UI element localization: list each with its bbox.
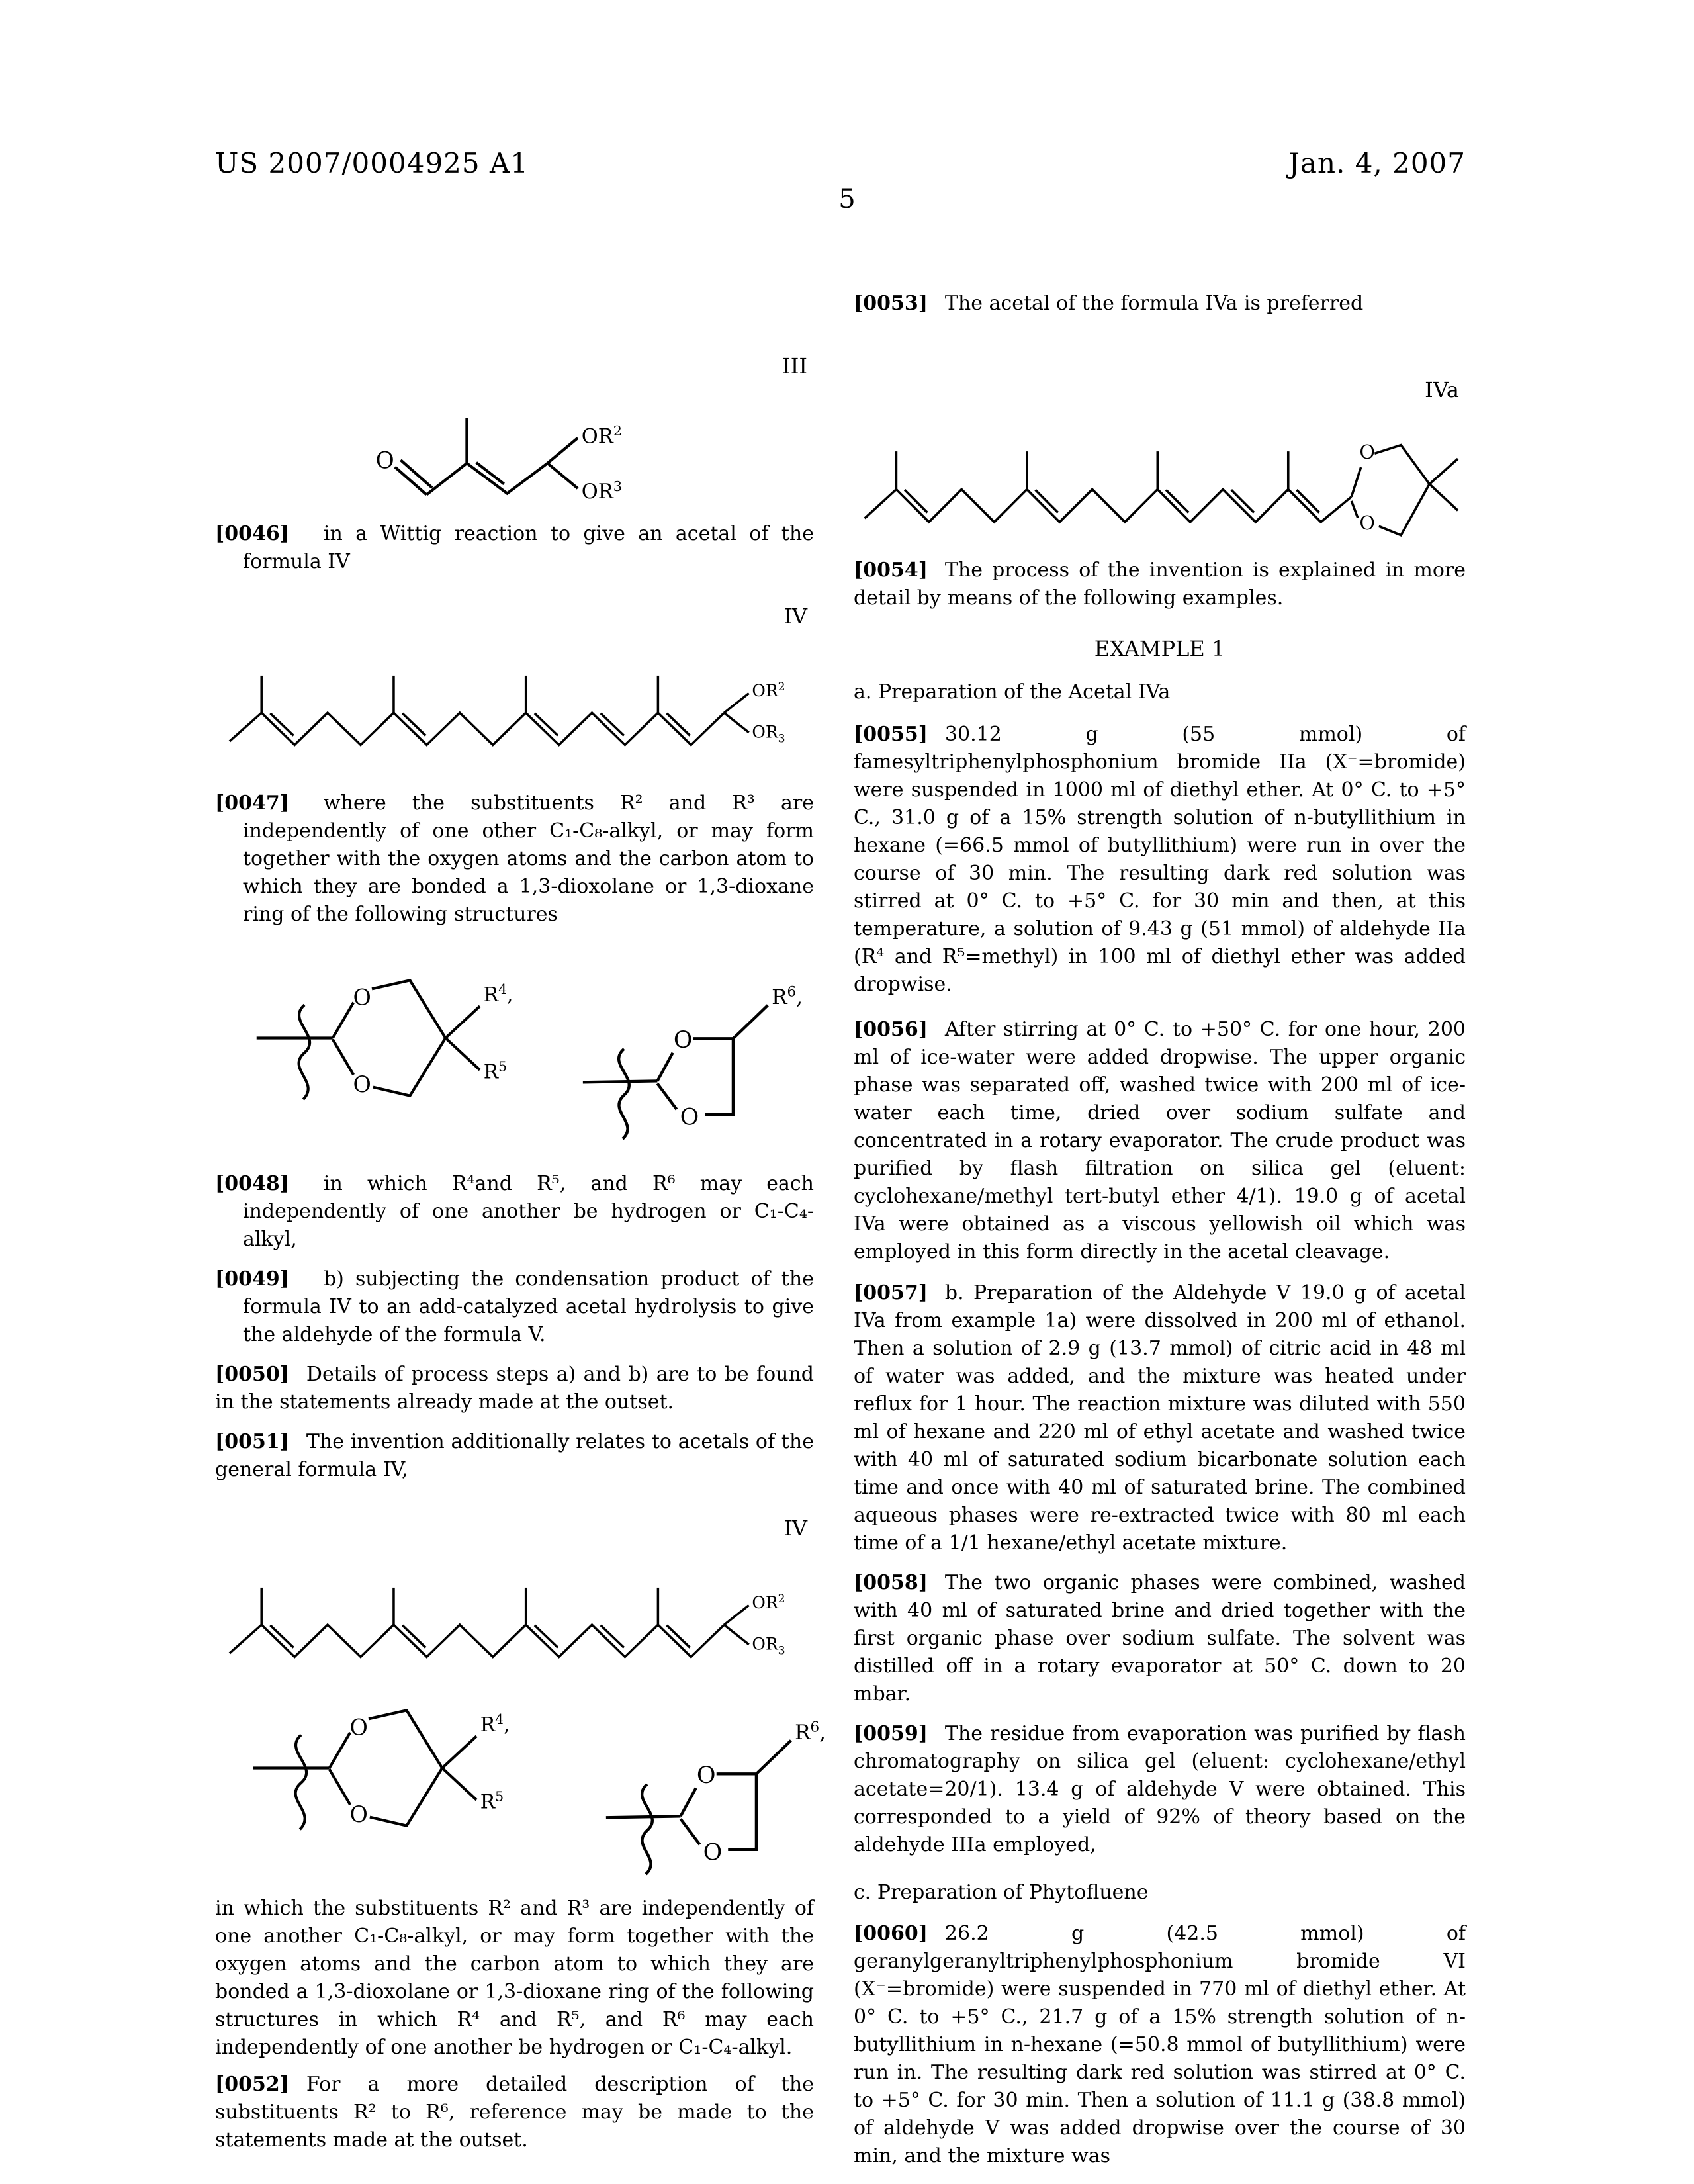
bond-lines: [606, 1741, 791, 1874]
paragraph-number: [0047]: [215, 792, 289, 815]
paragraph-0048: [215, 1170, 814, 1253]
dioxane-ring-structure: [251, 958, 513, 1118]
bond-lines: [583, 1005, 768, 1139]
paragraph-0050: [215, 1361, 814, 1416]
oxygen-atom-label: O: [673, 1026, 693, 1054]
paragraph-number: [0058]: [854, 1571, 928, 1594]
paragraph-text: For a more detailed description of the substituents R² to R⁶, reference may be made to the statements made at the outset.: [215, 2073, 814, 2152]
example-heading: EXAMPLE 1: [1094, 636, 1226, 661]
dioxolane-ring-structure: [579, 981, 803, 1154]
ring-structures-row: [215, 958, 814, 1154]
paragraph-0055: [854, 721, 1466, 999]
paragraph-0058: [854, 1569, 1466, 1708]
formula-iii-structure: [367, 383, 632, 515]
right-column: [854, 0, 1466, 2170]
oxygen-atom-label: O: [375, 447, 394, 475]
paragraph-0047: [215, 790, 814, 929]
dioxolane-ring-structure: [602, 1716, 826, 1889]
section-c-heading: c. Preparation of Phytofluene: [854, 1881, 1149, 1904]
or2-group-label: $OR^2$: [752, 680, 785, 701]
paragraph-0056: [854, 1016, 1466, 1266]
formula-iva-label: IVa: [1425, 377, 1459, 402]
paragraph-text: 26.2 g (42.5 mmol) of geranylgeranyltriphenylphosphonium bromide VI (X⁻=bromide) were suspended in 770 ml of diethyl ether. At 0° C. to +5° C., 21.7 g of a 15% strength solution of n-butyllithium in n-hexane (=50.8 mmol of butyllithium) were run in. The resulting dark red solution was stirred at 0° C. to +5° C. for 30 min. Then a solution of 11.1 g (38.8 mmol) of aldehyde V was added dropwise over the course of 30 min, and the mixture was: [854, 1922, 1466, 2167]
paragraph-text: Details of process steps a) and b) are to be found in the statements already made at the outset.: [215, 1363, 814, 1414]
bond-lines: [230, 1588, 749, 1657]
paragraph-0060: [854, 1920, 1466, 2170]
paragraph-0059: [854, 1720, 1466, 1859]
paragraph-number: [0053]: [854, 292, 928, 315]
paragraph-text: in which the substituents R² and R³ are independently of one another C₁-C₈-alkyl, or may form together with the oxygen atoms and the carbon atom to which they are bonded a 1,3-dioxolane or 1,3-dioxane ring of the following structures in which R⁴ and R⁵, and R⁶ may each independently of one another be hydrogen or C₁-C₄-alkyl.: [215, 1897, 814, 2059]
ring-structures-row: [215, 1688, 826, 1887]
paragraph-text: The two organic phases were combined, washed with 40 ml of saturated brine and dried together with the first organic phase over sodium sulfate. The solvent was distilled off in a rotary evaporator at 50° C. down to 20 mbar.: [854, 1571, 1466, 1706]
formula-iv-structure: [215, 635, 814, 770]
unnumbered-paragraph: [215, 1895, 814, 2062]
paragraph-0053: [854, 290, 1466, 318]
oxygen-atom-label: O: [1359, 441, 1375, 464]
paragraph-number: [0052]: [215, 2073, 289, 2096]
paragraph-number: [0060]: [854, 1922, 928, 1945]
or3-group-label: $OR_3$: [752, 722, 785, 746]
paragraph-text: b) subjecting the condensation product of the formula IV to an add-catalyzed acetal hydrolysis to give the aldehyde of the formula V.: [243, 1267, 814, 1346]
oxygen-atom-label: O: [1359, 511, 1375, 534]
left-column: [215, 0, 826, 2154]
formula-iva-structure: [854, 410, 1466, 547]
oxygen-atom-label: O: [349, 1714, 368, 1741]
header-date: Jan. 4, 2007: [1288, 147, 1466, 179]
paragraph-number: [0054]: [854, 559, 928, 582]
formula-iv-structure: [215, 1547, 814, 1682]
paragraph-0052: [215, 2071, 814, 2154]
paragraph-number: [0056]: [854, 1018, 928, 1041]
paragraph-text: The acetal of the formula IVa is preferred: [944, 292, 1364, 315]
paragraph-0049: [215, 1265, 814, 1349]
paragraph-text: in which R⁴and R⁵, and R⁶ may each independently of one another be hydrogen or C₁-C₄-alkyl,: [243, 1172, 814, 1251]
page-number: 5: [838, 184, 856, 214]
paragraph-text: After stirring at 0° C. to +50° C. for one hour, 200 ml of ice-water were added dropwise. The upper organic phase was separated off, washed twice with 200 ml of ice-water each time, dried over sodium sulfate and concentrated in a rotary evaporator. The crude product was purified by flash filtration on silica gel (eluent: cyclohexane/methyl tert-butyl ether 4/1). 19.0 g of acetal IVa were obtained as a viscous yellowish oil which was employed in this form directly in the acetal cleavage.: [854, 1018, 1466, 1263]
paragraph-number: [0048]: [215, 1172, 289, 1195]
paragraph-number: [0046]: [215, 522, 289, 545]
oxygen-atom-label: O: [696, 1762, 716, 1789]
paragraph-0051: [215, 1428, 814, 1484]
oxygen-atom-label: O: [703, 1839, 723, 1866]
paragraph-number: [0059]: [854, 1722, 928, 1745]
formula-iii-label: III: [782, 353, 807, 379]
bond-break-squiggle: [296, 1735, 306, 1829]
oxygen-atom-label: O: [353, 1071, 371, 1098]
paragraph-text: The process of the invention is explained in more detail by means of the following examples.: [854, 559, 1466, 610]
dioxane-ring-structure: [248, 1688, 510, 1848]
paragraph-number: [0050]: [215, 1363, 289, 1386]
paragraph-number: [0049]: [215, 1267, 289, 1291]
r6-group-label: $R^6$,: [772, 983, 803, 1009]
or3-group-label: $OR_3$: [752, 1634, 785, 1658]
oxygen-atom-label: O: [353, 984, 371, 1011]
formula-iv-label: IV: [783, 1516, 807, 1541]
or2-group-label: $OR^2$: [581, 423, 623, 449]
paragraph-text: in a Wittig reaction to give an acetal of the formula IV: [243, 522, 814, 573]
paragraph-0054: [854, 557, 1466, 612]
r6-group-label: $R^6$,: [795, 1719, 826, 1745]
formula-iv-label: IV: [783, 604, 807, 629]
oxygen-atom-label: O: [680, 1104, 699, 1131]
r4-group-label: $R^4$,: [483, 981, 513, 1006]
r4-group-label: $R^4$,: [480, 1711, 510, 1736]
or2-group-label: $OR^2$: [752, 1592, 785, 1613]
paragraph-number: [0051]: [215, 1430, 289, 1453]
paragraph-0057: [854, 1279, 1466, 1557]
or3-group-label: $OR^3$: [581, 478, 623, 504]
paragraph-text: The invention additionally relates to acetals of the general formula IV,: [215, 1430, 814, 1481]
paragraph-text: 30.12 g (55 mmol) of famesyltriphenylphosphonium bromide IIa (X⁻=bromide) were suspended in 1000 ml of diethyl ether. At 0° C. to +5° C., 31.0 g of a 15% strength solution of n-butyllithium in hexane (=66.5 mmol of butyllithium) were run in over the course of 30 min. The resulting dark red solution was stirred at 0° C. to +5° C. for 30 min and then, at this temperature, a solution of 9.43 g (51 mmol) of aldehyde IIa (R⁴ and R⁵=methyl) in 100 ml of diethyl ether was added dropwise.: [854, 723, 1466, 996]
bond-lines: [395, 418, 578, 494]
section-a-heading: a. Preparation of the Acetal IVa: [854, 680, 1171, 704]
r5-group-label: $R^5$: [480, 1788, 504, 1813]
bond-break-squiggle: [299, 1005, 310, 1099]
oxygen-atom-label: O: [349, 1801, 368, 1828]
bond-lines: [230, 676, 749, 745]
paragraph-0046: [215, 520, 814, 576]
paragraph-text: where the substituents R² and R³ are independently of one other C₁-C₈-alkyl, or may form together with the oxygen atoms and the carbon atom to which they are bonded a 1,3-dioxolane or 1,3-dioxane ring of the following structures: [243, 792, 814, 926]
paragraph-text: b. Preparation of the Aldehyde V 19.0 g of acetal IVa from example 1a) were dissolved in 200 ml of ethanol. Then a solution of 2.9 g (13.7 mmol) of citric acid in 48 ml of water was added, and the mixture was heated under reflux for 1 hour. The reaction mixture was diluted with 550 ml of hexane and 220 ml of ethyl acetate and washed twice with 40 ml of saturated sodium bicarbonate solution each time and once with 40 ml of saturated brine. The combined aqueous phases were re-extracted twice with 80 ml each time of a 1/1 hexane/ethyl acetate mixture.: [854, 1281, 1466, 1555]
bond-break-squiggle: [619, 1049, 629, 1139]
paragraph-text: The residue from evaporation was purified by flash chromatography on silica gel (eluent: cyclohexane/ethyl acetate=20/1). 13.4 g of aldehyde V were obtained. This corresponded to a yield of 92% of theory based on the aldehyde IIIa employed,: [854, 1722, 1466, 1856]
r5-group-label: $R^5$: [483, 1058, 508, 1083]
paragraph-number: [0057]: [854, 1281, 928, 1304]
paragraph-number: [0055]: [854, 723, 928, 746]
bond-break-squiggle: [642, 1784, 652, 1874]
header-patent-number: US 2007/0004925 A1: [215, 147, 529, 179]
